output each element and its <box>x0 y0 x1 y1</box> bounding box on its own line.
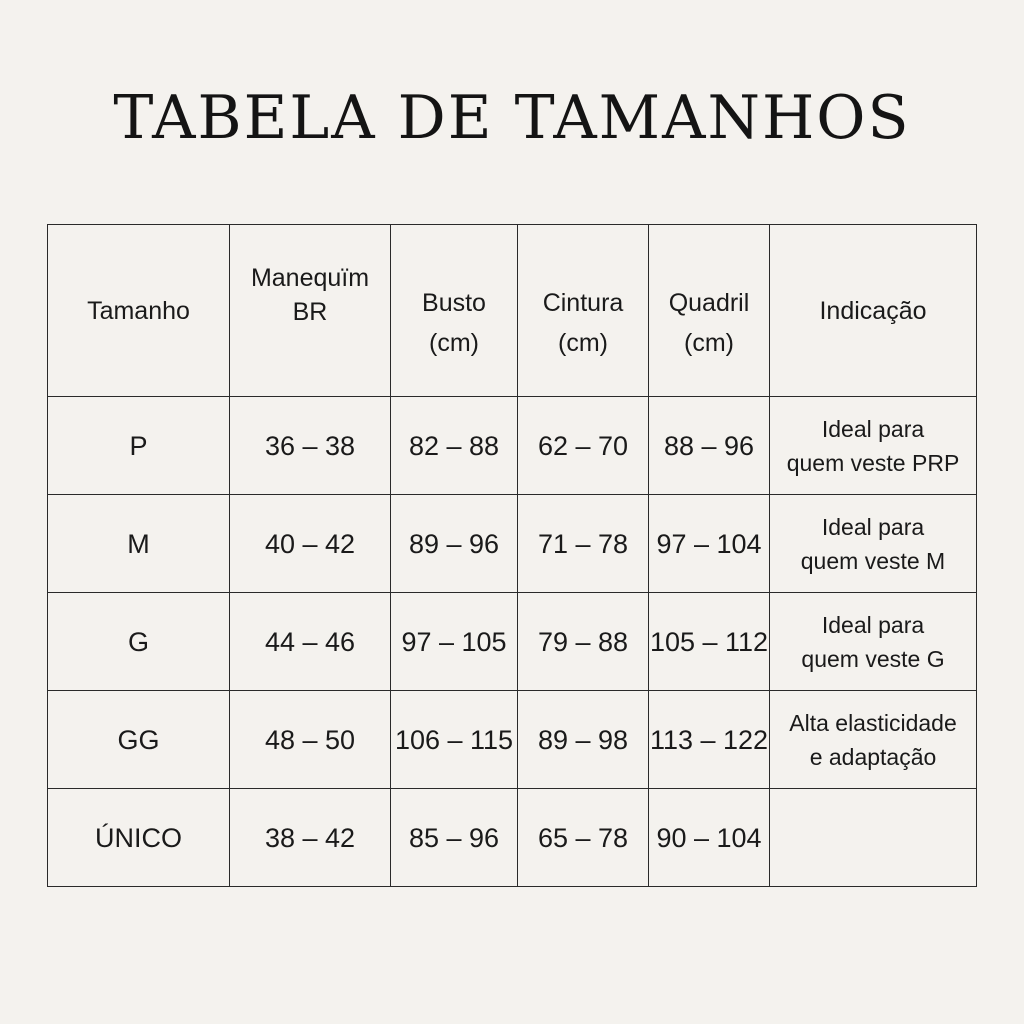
header-cintura <box>518 225 649 397</box>
indicacao-line2: e adaptação <box>809 743 937 770</box>
header-manequim-line2: BR <box>292 298 328 326</box>
header-cintura-line1: Cintura <box>542 288 624 317</box>
cell-cintura: 71 – 78 <box>518 495 649 593</box>
size-table <box>47 224 977 887</box>
cell-cintura: 89 – 98 <box>518 691 649 789</box>
table-row <box>48 593 977 691</box>
indicacao-line1: Ideal para <box>821 611 925 638</box>
cell-busto: 89 – 96 <box>391 495 518 593</box>
cell-busto: 85 – 96 <box>391 789 518 887</box>
cell-manequim: 44 – 46 <box>230 593 391 691</box>
cell-cintura: 65 – 78 <box>518 789 649 887</box>
cell-tamanho: M <box>48 495 230 593</box>
cell-quadril: 97 – 104 <box>649 495 770 593</box>
indicacao-line1: Ideal para <box>821 513 925 540</box>
header-quadril-line2: (cm) <box>684 328 734 357</box>
table-row <box>48 495 977 593</box>
header-quadril <box>649 225 770 397</box>
cell-manequim: 48 – 50 <box>230 691 391 789</box>
header-busto-line1: Busto <box>422 288 486 317</box>
indicacao-line1: Alta elasticidade <box>789 709 957 736</box>
page-title: TABELA DE TAMANHOS <box>113 83 911 153</box>
indicacao-line2: quem veste G <box>801 645 945 672</box>
cell-cintura: 62 – 70 <box>518 397 649 495</box>
cell-indicacao <box>770 593 977 691</box>
header-tamanho <box>48 225 230 397</box>
cell-quadril: 90 – 104 <box>649 789 770 887</box>
cell-indicacao <box>770 691 977 789</box>
cell-busto: 97 – 105 <box>391 593 518 691</box>
header-manequim-line1: Manequïm <box>250 264 370 292</box>
cell-tamanho: G <box>48 593 230 691</box>
indicacao-line2: quem veste PRP <box>786 449 960 476</box>
cell-quadril: 113 – 122 <box>649 691 770 789</box>
header-quadril-line1: Quadril <box>668 288 750 317</box>
header-tamanho-label: Tamanho <box>87 296 190 325</box>
header-indicacao <box>770 225 977 397</box>
cell-quadril: 88 – 96 <box>649 397 770 495</box>
cell-busto: 82 – 88 <box>391 397 518 495</box>
cell-indicacao <box>770 789 977 887</box>
table-row <box>48 789 977 887</box>
cell-manequim: 38 – 42 <box>230 789 391 887</box>
header-cintura-line2: (cm) <box>558 328 608 357</box>
header-busto <box>391 225 518 397</box>
cell-busto: 106 – 115 <box>391 691 518 789</box>
header-busto-line2: (cm) <box>429 328 479 357</box>
indicacao-line1: Ideal para <box>821 415 925 442</box>
cell-tamanho: ÚNICO <box>48 789 230 887</box>
cell-tamanho: P <box>48 397 230 495</box>
table-header-row <box>48 225 977 397</box>
indicacao-line2: quem veste M <box>800 547 946 574</box>
cell-indicacao <box>770 495 977 593</box>
cell-cintura: 79 – 88 <box>518 593 649 691</box>
cell-tamanho: GG <box>48 691 230 789</box>
cell-manequim: 40 – 42 <box>230 495 391 593</box>
cell-indicacao <box>770 397 977 495</box>
cell-quadril: 105 – 112 <box>649 593 770 691</box>
table-row <box>48 691 977 789</box>
cell-manequim: 36 – 38 <box>230 397 391 495</box>
header-manequim <box>230 225 391 397</box>
table-row <box>48 397 977 495</box>
header-indicacao-label: Indicação <box>819 296 927 325</box>
